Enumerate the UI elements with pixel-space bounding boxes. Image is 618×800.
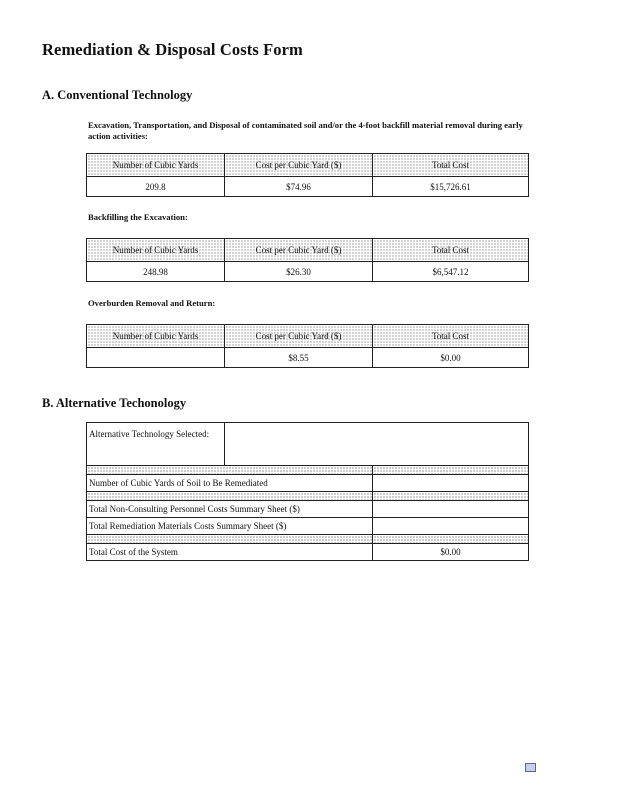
overburden-label: Overburden Removal and Return: <box>88 298 216 308</box>
table-row <box>87 262 529 282</box>
header-total-cost: Total Cost <box>373 325 529 348</box>
table-header-row <box>87 154 529 177</box>
alt-technology-selected-field[interactable] <box>225 423 529 466</box>
table-header-row <box>87 239 529 262</box>
backfill-total-cost: $6,547.12 <box>373 262 529 282</box>
personnel-costs-field[interactable] <box>373 501 529 518</box>
table-spacer-row <box>87 466 529 475</box>
header-cost-per-yard: Cost per Cubic Yard ($) <box>225 325 373 348</box>
overburden-cost-per-yard-field[interactable]: $8.55 <box>225 348 373 368</box>
overburden-total-cost: $0.00 <box>373 348 529 368</box>
excavation-table <box>86 153 529 197</box>
table-row <box>87 177 529 197</box>
section-a-heading: A. Conventional Technology <box>42 88 193 102</box>
excavation-total-cost: $15,726.61 <box>373 177 529 197</box>
form-title: Remediation & Disposal Costs Form <box>42 40 303 59</box>
alt-technology-selected-label: Alternative Technology Selected: <box>87 423 225 466</box>
materials-costs-field[interactable] <box>373 518 529 535</box>
header-cubic-yards: Number of Cubic Yards <box>87 239 225 262</box>
header-cubic-yards: Number of Cubic Yards <box>87 154 225 177</box>
overburden-table <box>86 324 529 368</box>
header-cost-per-yard: Cost per Cubic Yard ($) <box>225 239 373 262</box>
table-header-row <box>87 325 529 348</box>
table-row <box>87 423 529 466</box>
backfill-cost-per-yard-field[interactable]: $26.30 <box>225 262 373 282</box>
excavation-cost-per-yard-field[interactable]: $74.96 <box>225 177 373 197</box>
header-cubic-yards: Number of Cubic Yards <box>87 325 225 348</box>
backfill-label: Backfilling the Excavation: <box>88 212 188 222</box>
excavation-intro: Excavation, Transportation, and Disposal of contaminated soil and/or the 4-foot backfill material removal during early action activities: <box>88 120 523 141</box>
excavation-cubic-yards-field[interactable]: 209.8 <box>87 177 225 197</box>
backfill-table <box>86 238 529 282</box>
backfill-cubic-yards-field[interactable]: 248.98 <box>87 262 225 282</box>
overburden-cubic-yards-field[interactable] <box>87 348 225 368</box>
cubic-yards-remediated-field[interactable] <box>373 475 529 492</box>
header-cost-per-yard: Cost per Cubic Yard ($) <box>225 154 373 177</box>
header-total-cost: Total Cost <box>373 154 529 177</box>
table-row <box>87 518 529 535</box>
table-spacer-row <box>87 492 529 501</box>
header-total-cost: Total Cost <box>373 239 529 262</box>
total-system-cost-value: $0.00 <box>373 544 529 561</box>
section-b-heading: B. Alternative Techonology <box>42 396 187 410</box>
table-row <box>87 544 529 561</box>
total-system-cost-label: Total Cost of the System <box>87 544 373 561</box>
table-spacer-row <box>87 535 529 544</box>
materials-costs-label: Total Remediation Materials Costs Summary Sheet ($) <box>87 518 373 535</box>
page-marker-icon <box>525 763 536 772</box>
alternative-technology-table <box>86 422 529 561</box>
table-row <box>87 475 529 492</box>
personnel-costs-label: Total Non-Consulting Personnel Costs Summary Sheet ($) <box>87 501 373 518</box>
table-row <box>87 501 529 518</box>
cubic-yards-remediated-label: Number of Cubic Yards of Soil to Be Remediated <box>87 475 373 492</box>
table-row <box>87 348 529 368</box>
